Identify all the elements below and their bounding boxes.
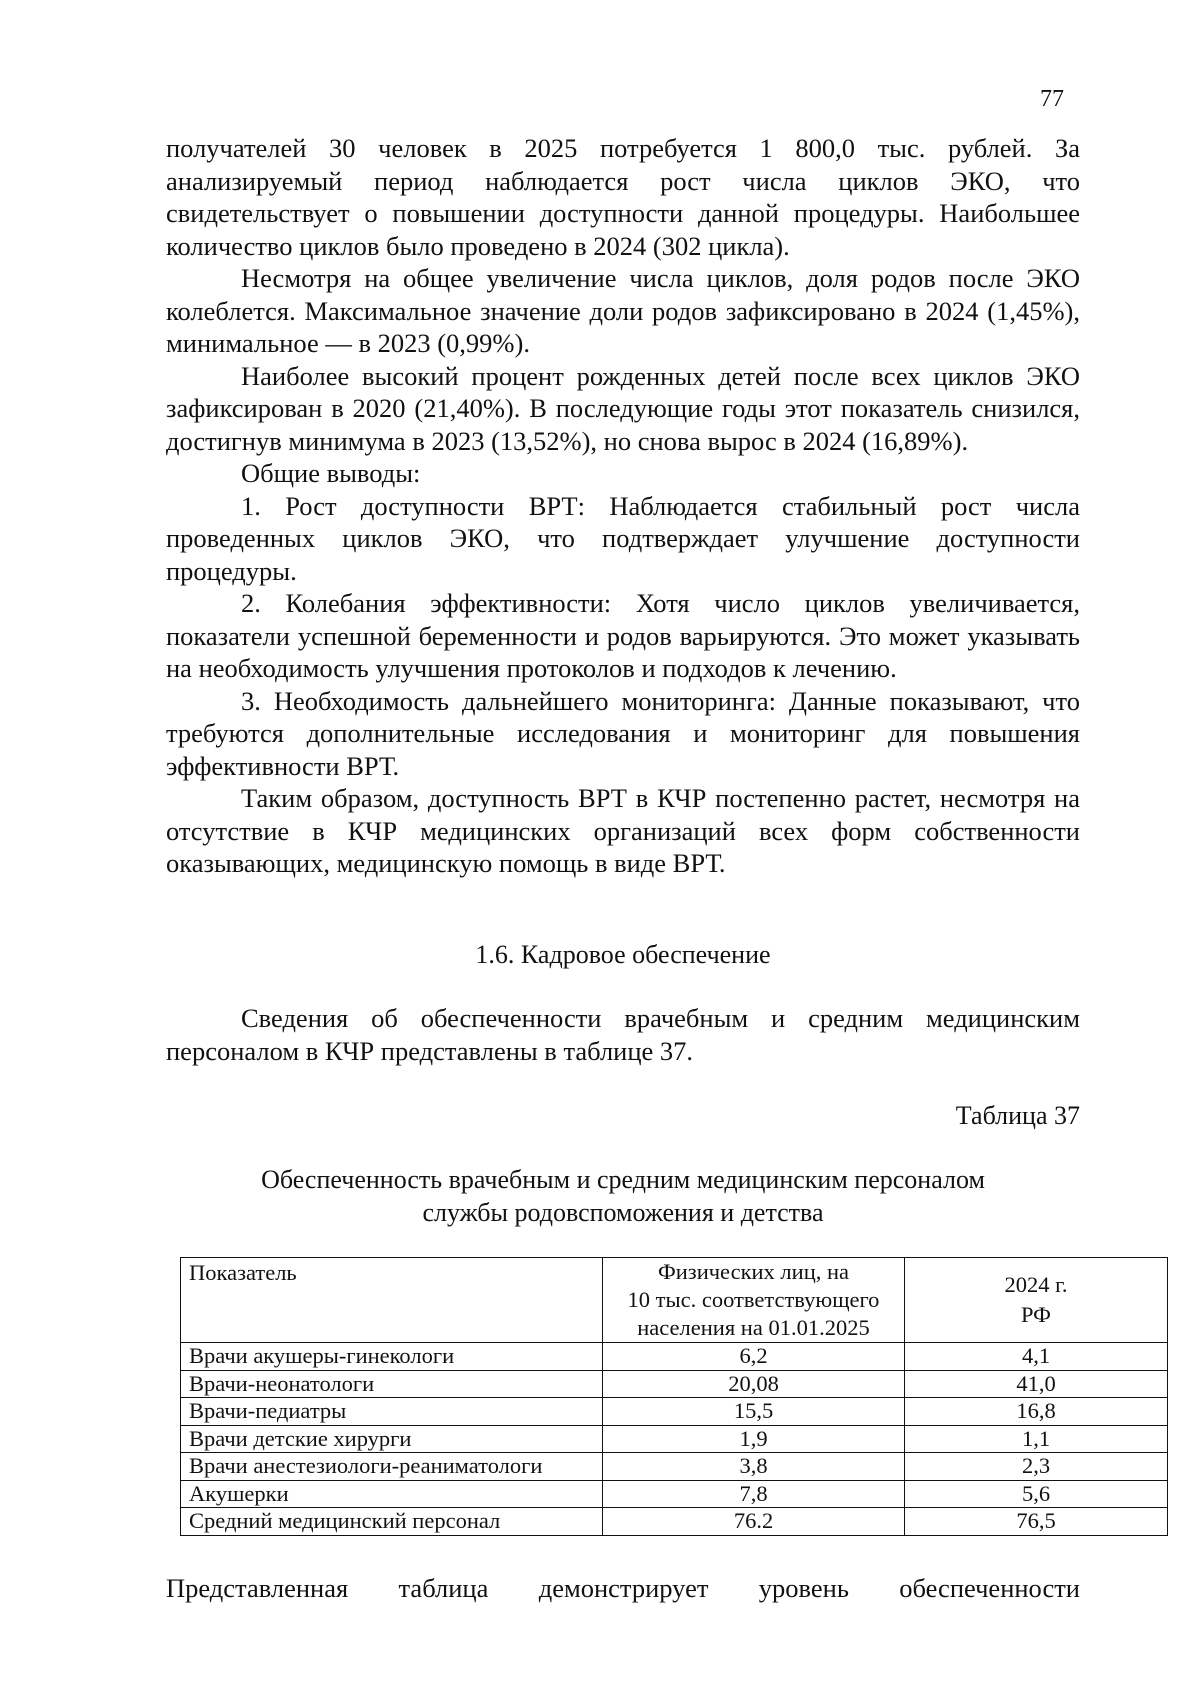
table-row — [181, 1343, 1168, 1371]
header-line: РФ — [1021, 1302, 1051, 1327]
table-row — [181, 1508, 1168, 1536]
row-kchr-value: 7,8 — [603, 1480, 905, 1508]
row-indicator: Врачи анестезиологи-реаниматологи — [181, 1453, 603, 1481]
header-line: населения на 01.01.2025 — [637, 1315, 870, 1340]
paragraph: 3. Необходимость дальнейшего мониторинга: Данные показывают, что требуются дополнительные исследования и мониторинг для повышения эффективности ВРТ. — [166, 685, 1080, 781]
page-number: 77 — [1040, 86, 1064, 112]
table-row — [181, 1453, 1168, 1481]
row-indicator: Врачи акушеры-гинекологи — [181, 1343, 603, 1371]
row-rf-value: 76,5 — [905, 1508, 1168, 1536]
word: Представленная — [166, 1573, 349, 1603]
row-kchr-value: 76.2 — [603, 1508, 905, 1536]
word: демонстрирует — [538, 1573, 709, 1603]
paragraph: Общие выводы: — [241, 458, 421, 488]
paragraph: 2. Колебания эффективности: Хотя число циклов увеличивается, показатели успешной беременности и родов варьируются. Это может указывать на необходимость улучшения протоколов и подходов к лечению. — [166, 588, 1080, 683]
word: обеспеченности — [899, 1573, 1080, 1603]
row-kchr-value: 1,9 — [603, 1425, 905, 1453]
row-rf-value: 41,0 — [905, 1370, 1168, 1398]
row-indicator: Врачи детские хирурги — [181, 1425, 603, 1453]
table-header-row — [181, 1258, 1168, 1343]
row-rf-value: 5,6 — [905, 1480, 1168, 1508]
paragraph: получателей 30 человек в 2025 потребуется 1 800,0 тыс. рублей. За анализируемый период наблюдается рост числа циклов ЭКО, что свидетельствует о повышении доступности данной процедуры. Наибольшее количество циклов было проведено в 2024 (302 цикла). — [166, 133, 1080, 261]
table-title-line: Обеспеченность врачебным и средним медицинским персоналом — [261, 1165, 985, 1194]
word: уровень — [758, 1573, 849, 1603]
table-row — [181, 1398, 1168, 1426]
row-kchr-value: 15,5 — [603, 1398, 905, 1426]
header-line: Физических лиц, на — [657, 1259, 850, 1284]
table-title-line: службы родовспоможения и детства — [422, 1198, 824, 1227]
table-label: Таблица 37 — [955, 1101, 1080, 1130]
row-kchr-value: 6,2 — [603, 1343, 905, 1371]
row-indicator: Врачи-неонатологи — [181, 1370, 603, 1398]
header-rf — [905, 1258, 1168, 1343]
word: таблица — [398, 1573, 489, 1603]
row-indicator: Акушерки — [181, 1480, 603, 1508]
paragraph: Несмотря на общее увеличение числа циклов, доля родов после ЭКО колеблется. Максимальное значение доли родов зафиксировано в 2024 (1,45%), минимальное — в 2023 (0,99%). — [166, 263, 1080, 358]
table-title — [166, 1163, 1080, 1229]
row-rf-value: 4,1 — [905, 1343, 1168, 1371]
header-line: 2024 г. — [1004, 1272, 1068, 1297]
header-per10k — [603, 1258, 905, 1343]
table-row — [181, 1480, 1168, 1508]
row-indicator: Средний медицинский персонал — [181, 1508, 603, 1536]
body-text — [166, 132, 1080, 880]
row-kchr-value: 3,8 — [603, 1453, 905, 1481]
paragraph: Наиболее высокий процент рожденных детей после всех циклов ЭКО зафиксирован в 2020 (21,40%). В последующие годы этот показатель снизился, достигнув минимума в 2023 (13,52%), но снова вырос в 2024 (16,89%). — [166, 360, 1080, 456]
row-rf-value: 1,1 — [905, 1425, 1168, 1453]
paragraph: 1. Рост доступности ВРТ: Наблюдается стабильный рост числа проведенных циклов ЭКО, что подтверждает улучшение доступности процедуры. — [166, 490, 1080, 586]
section-heading: 1.6. Кадровое обеспечение — [475, 940, 771, 969]
staffing-table — [180, 1257, 1168, 1536]
table-row — [181, 1425, 1168, 1453]
row-kchr-value: 20,08 — [603, 1370, 905, 1398]
table-row — [181, 1370, 1168, 1398]
row-rf-value: 2,3 — [905, 1453, 1168, 1481]
paragraph: Таким образом, доступность ВРТ в КЧР постепенно растет, несмотря на отсутствие в КЧР медицинских организаций всех форм собственности оказывающих, медицинскую помощь в виде ВРТ. — [166, 783, 1080, 878]
row-indicator: Врачи-педиатры — [181, 1398, 603, 1426]
header-indicator: Показатель — [181, 1258, 603, 1343]
intro-paragraph: Сведения об обеспеченности врачебным и средним медицинским персоналом в КЧР представлены в таблице 37. — [166, 1003, 1080, 1066]
continuation-line — [166, 1573, 1080, 1604]
header-line: 10 тыс. соответствующего — [627, 1287, 880, 1312]
row-rf-value: 16,8 — [905, 1398, 1168, 1426]
